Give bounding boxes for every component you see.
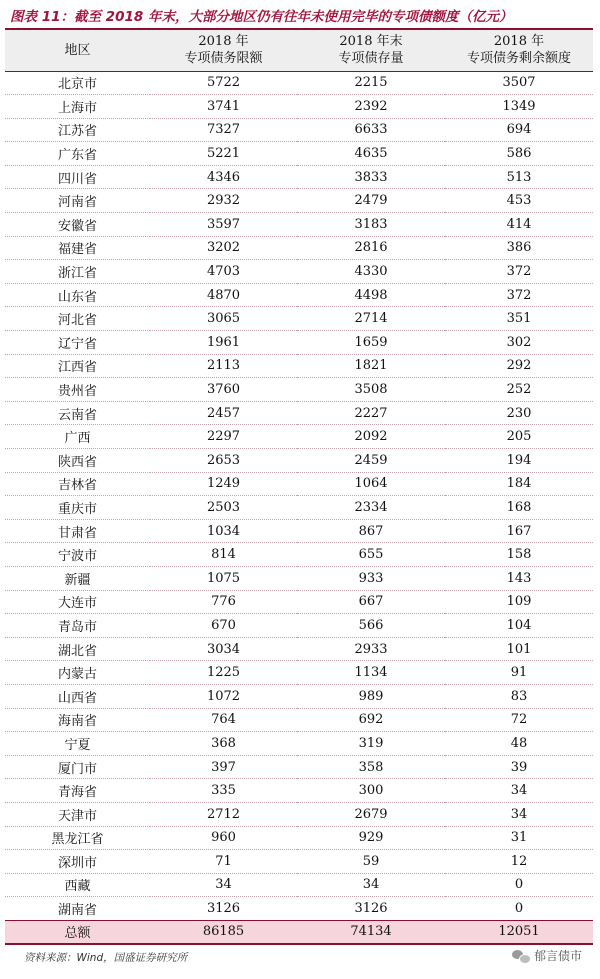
table-body bbox=[5, 71, 593, 944]
cell-region: 深圳市 bbox=[5, 850, 150, 874]
cell-remain: 83 bbox=[445, 684, 593, 708]
cell-stock: 4330 bbox=[297, 260, 445, 284]
table-row bbox=[5, 260, 593, 284]
table-row bbox=[5, 708, 593, 732]
header-limit-line2: 专项债务限额 bbox=[184, 51, 263, 67]
cell-region: 西藏 bbox=[5, 873, 150, 897]
cell-remain: 694 bbox=[445, 118, 593, 142]
cell-stock: 34 bbox=[297, 873, 445, 897]
cell-stock: 2933 bbox=[297, 637, 445, 661]
cell-remain: 109 bbox=[445, 590, 593, 614]
cell-limit: 776 bbox=[150, 590, 297, 614]
cell-limit: 2113 bbox=[150, 354, 297, 378]
cell-limit: 7327 bbox=[150, 118, 297, 142]
cell-region: 湖北省 bbox=[5, 637, 150, 661]
table-row bbox=[5, 354, 593, 378]
cell-region: 青岛市 bbox=[5, 614, 150, 638]
cell-limit: 3760 bbox=[150, 378, 297, 402]
cell-region: 黑龙江省 bbox=[5, 826, 150, 850]
cell-remain: 34 bbox=[445, 779, 593, 803]
cell-remain: 205 bbox=[445, 425, 593, 449]
cell-limit: 2503 bbox=[150, 496, 297, 520]
cell-remain: 12 bbox=[445, 850, 593, 874]
table-row bbox=[5, 614, 593, 638]
cell-remain: 143 bbox=[445, 566, 593, 590]
total-row bbox=[5, 920, 593, 944]
cell-remain: 252 bbox=[445, 378, 593, 402]
table-row bbox=[5, 142, 593, 166]
cell-remain: 372 bbox=[445, 260, 593, 284]
cell-region: 山西省 bbox=[5, 684, 150, 708]
cell-stock: 6633 bbox=[297, 118, 445, 142]
cell-region: 甘肃省 bbox=[5, 519, 150, 543]
cell-region: 陕西省 bbox=[5, 449, 150, 473]
cell-stock: 358 bbox=[297, 755, 445, 779]
cell-region: 宁波市 bbox=[5, 543, 150, 567]
table-row bbox=[5, 850, 593, 874]
cell-stock: 2334 bbox=[297, 496, 445, 520]
cell-limit: 1034 bbox=[150, 519, 297, 543]
cell-stock: 2392 bbox=[297, 95, 445, 119]
table-row bbox=[5, 543, 593, 567]
table-row bbox=[5, 590, 593, 614]
cell-remain: 0 bbox=[445, 897, 593, 921]
cell-stock: 1821 bbox=[297, 354, 445, 378]
cell-region: 重庆市 bbox=[5, 496, 150, 520]
cell-remain: 351 bbox=[445, 307, 593, 331]
cell-stock: 300 bbox=[297, 779, 445, 803]
cell-stock: 1064 bbox=[297, 472, 445, 496]
data-table-container bbox=[5, 28, 593, 945]
cell-limit: 2932 bbox=[150, 189, 297, 213]
table-row bbox=[5, 307, 593, 331]
cell-stock: 1134 bbox=[297, 661, 445, 685]
cell-stock: 3183 bbox=[297, 213, 445, 237]
cell-stock: 74134 bbox=[297, 920, 445, 944]
cell-remain: 158 bbox=[445, 543, 593, 567]
cell-limit: 1075 bbox=[150, 566, 297, 590]
table-row bbox=[5, 732, 593, 756]
cell-limit: 670 bbox=[150, 614, 297, 638]
cell-limit: 3597 bbox=[150, 213, 297, 237]
cell-limit: 1961 bbox=[150, 331, 297, 355]
header-limit bbox=[150, 29, 297, 71]
table-row bbox=[5, 401, 593, 425]
cell-region: 大连市 bbox=[5, 590, 150, 614]
cell-remain: 48 bbox=[445, 732, 593, 756]
cell-limit: 397 bbox=[150, 755, 297, 779]
cell-remain: 292 bbox=[445, 354, 593, 378]
cell-stock: 989 bbox=[297, 684, 445, 708]
cell-limit: 3741 bbox=[150, 95, 297, 119]
table-row bbox=[5, 71, 593, 95]
cell-region: 总额 bbox=[5, 920, 150, 944]
cell-limit: 960 bbox=[150, 826, 297, 850]
cell-region: 青海省 bbox=[5, 779, 150, 803]
cell-region: 江西省 bbox=[5, 354, 150, 378]
cell-region: 广东省 bbox=[5, 142, 150, 166]
table-row bbox=[5, 165, 593, 189]
cell-limit: 368 bbox=[150, 732, 297, 756]
cell-region: 广西 bbox=[5, 425, 150, 449]
cell-remain: 91 bbox=[445, 661, 593, 685]
cell-region: 四川省 bbox=[5, 165, 150, 189]
header-region: 地区 bbox=[5, 29, 150, 71]
cell-stock: 4635 bbox=[297, 142, 445, 166]
table-row bbox=[5, 519, 593, 543]
header-limit-line1: 2018 年 bbox=[198, 34, 249, 50]
cell-remain: 372 bbox=[445, 283, 593, 307]
cell-region: 贵州省 bbox=[5, 378, 150, 402]
cell-stock: 933 bbox=[297, 566, 445, 590]
cell-limit: 4346 bbox=[150, 165, 297, 189]
table-row bbox=[5, 873, 593, 897]
cell-remain: 168 bbox=[445, 496, 593, 520]
cell-region: 山东省 bbox=[5, 283, 150, 307]
cell-stock: 867 bbox=[297, 519, 445, 543]
cell-limit: 4703 bbox=[150, 260, 297, 284]
cell-region: 河北省 bbox=[5, 307, 150, 331]
cell-remain: 39 bbox=[445, 755, 593, 779]
cell-stock: 2714 bbox=[297, 307, 445, 331]
cell-remain: 72 bbox=[445, 708, 593, 732]
cell-stock: 319 bbox=[297, 732, 445, 756]
cell-remain: 1349 bbox=[445, 95, 593, 119]
watermark bbox=[508, 946, 586, 965]
table-row bbox=[5, 897, 593, 921]
cell-stock: 3126 bbox=[297, 897, 445, 921]
cell-region: 浙江省 bbox=[5, 260, 150, 284]
cell-remain: 453 bbox=[445, 189, 593, 213]
table-row bbox=[5, 378, 593, 402]
cell-remain: 194 bbox=[445, 449, 593, 473]
cell-stock: 655 bbox=[297, 543, 445, 567]
cell-stock: 3508 bbox=[297, 378, 445, 402]
cell-region: 海南省 bbox=[5, 708, 150, 732]
cell-limit: 86185 bbox=[150, 920, 297, 944]
cell-limit: 335 bbox=[150, 779, 297, 803]
cell-remain: 414 bbox=[445, 213, 593, 237]
table-row bbox=[5, 755, 593, 779]
cell-region: 江苏省 bbox=[5, 118, 150, 142]
header-stock-line1: 2018 年末 bbox=[339, 34, 403, 50]
cell-limit: 71 bbox=[150, 850, 297, 874]
table-row bbox=[5, 118, 593, 142]
table-row bbox=[5, 213, 593, 237]
header-remain bbox=[445, 29, 593, 71]
cell-remain: 230 bbox=[445, 401, 593, 425]
cell-region: 云南省 bbox=[5, 401, 150, 425]
cell-remain: 0 bbox=[445, 873, 593, 897]
cell-region: 厦门市 bbox=[5, 755, 150, 779]
cell-stock: 2215 bbox=[297, 71, 445, 95]
cell-region: 安徽省 bbox=[5, 213, 150, 237]
source-note: 资料来源：Wind，国盛证券研究所 bbox=[24, 952, 188, 964]
cell-limit: 3034 bbox=[150, 637, 297, 661]
cell-stock: 3833 bbox=[297, 165, 445, 189]
cell-stock: 4498 bbox=[297, 283, 445, 307]
cell-limit: 4870 bbox=[150, 283, 297, 307]
cell-remain: 302 bbox=[445, 331, 593, 355]
table-row bbox=[5, 826, 593, 850]
cell-limit: 1249 bbox=[150, 472, 297, 496]
cell-remain: 34 bbox=[445, 802, 593, 826]
cell-limit: 764 bbox=[150, 708, 297, 732]
cell-stock: 692 bbox=[297, 708, 445, 732]
cell-remain: 101 bbox=[445, 637, 593, 661]
cell-limit: 34 bbox=[150, 873, 297, 897]
cell-limit: 3126 bbox=[150, 897, 297, 921]
cell-region: 宁夏 bbox=[5, 732, 150, 756]
table-row bbox=[5, 779, 593, 803]
header-remain-line2: 专项债务剩余额度 bbox=[466, 51, 571, 67]
cell-stock: 2092 bbox=[297, 425, 445, 449]
table-row bbox=[5, 661, 593, 685]
cell-stock: 2816 bbox=[297, 236, 445, 260]
cell-region: 湖南省 bbox=[5, 897, 150, 921]
cell-remain: 586 bbox=[445, 142, 593, 166]
cell-limit: 2457 bbox=[150, 401, 297, 425]
table-header bbox=[5, 29, 593, 71]
cell-region: 上海市 bbox=[5, 95, 150, 119]
cell-stock: 1659 bbox=[297, 331, 445, 355]
cell-stock: 2459 bbox=[297, 449, 445, 473]
cell-remain: 104 bbox=[445, 614, 593, 638]
table-row bbox=[5, 802, 593, 826]
cell-limit: 1072 bbox=[150, 684, 297, 708]
cell-region: 北京市 bbox=[5, 71, 150, 95]
table-row bbox=[5, 425, 593, 449]
cell-region: 内蒙古 bbox=[5, 661, 150, 685]
cell-remain: 31 bbox=[445, 826, 593, 850]
wechat-icon bbox=[512, 949, 530, 963]
table-row bbox=[5, 236, 593, 260]
cell-remain: 167 bbox=[445, 519, 593, 543]
cell-region: 天津市 bbox=[5, 802, 150, 826]
table-row bbox=[5, 496, 593, 520]
cell-limit: 814 bbox=[150, 543, 297, 567]
table-row bbox=[5, 95, 593, 119]
watermark-text: 郁言债市 bbox=[533, 949, 582, 963]
table-row bbox=[5, 283, 593, 307]
cell-limit: 3065 bbox=[150, 307, 297, 331]
cell-region: 新疆 bbox=[5, 566, 150, 590]
cell-limit: 2653 bbox=[150, 449, 297, 473]
cell-region: 辽宁省 bbox=[5, 331, 150, 355]
cell-stock: 929 bbox=[297, 826, 445, 850]
table-row bbox=[5, 472, 593, 496]
header-remain-line1: 2018 年 bbox=[493, 34, 545, 50]
cell-stock: 2479 bbox=[297, 189, 445, 213]
special-bond-table bbox=[5, 28, 593, 945]
cell-remain: 3507 bbox=[445, 71, 593, 95]
cell-stock: 2679 bbox=[297, 802, 445, 826]
cell-limit: 3202 bbox=[150, 236, 297, 260]
cell-region: 吉林省 bbox=[5, 472, 150, 496]
cell-limit: 5221 bbox=[150, 142, 297, 166]
cell-remain: 12051 bbox=[445, 920, 593, 944]
table-row bbox=[5, 566, 593, 590]
cell-limit: 1225 bbox=[150, 661, 297, 685]
cell-region: 福建省 bbox=[5, 236, 150, 260]
header-stock bbox=[297, 29, 445, 71]
cell-limit: 5722 bbox=[150, 71, 297, 95]
cell-remain: 513 bbox=[445, 165, 593, 189]
header-stock-line2: 专项债存量 bbox=[338, 51, 404, 67]
table-row bbox=[5, 189, 593, 213]
cell-stock: 566 bbox=[297, 614, 445, 638]
page-title: 图表 11：截至 2018 年末，大部分地区仍有往年未使用完毕的专项债额度（亿元） bbox=[10, 9, 513, 25]
cell-remain: 184 bbox=[445, 472, 593, 496]
cell-region: 河南省 bbox=[5, 189, 150, 213]
table-row bbox=[5, 637, 593, 661]
cell-limit: 2712 bbox=[150, 802, 297, 826]
cell-stock: 2227 bbox=[297, 401, 445, 425]
table-row bbox=[5, 331, 593, 355]
cell-stock: 59 bbox=[297, 850, 445, 874]
cell-remain: 386 bbox=[445, 236, 593, 260]
header-row bbox=[5, 29, 593, 71]
cell-stock: 667 bbox=[297, 590, 445, 614]
cell-limit: 2297 bbox=[150, 425, 297, 449]
table-row bbox=[5, 449, 593, 473]
table-row bbox=[5, 684, 593, 708]
